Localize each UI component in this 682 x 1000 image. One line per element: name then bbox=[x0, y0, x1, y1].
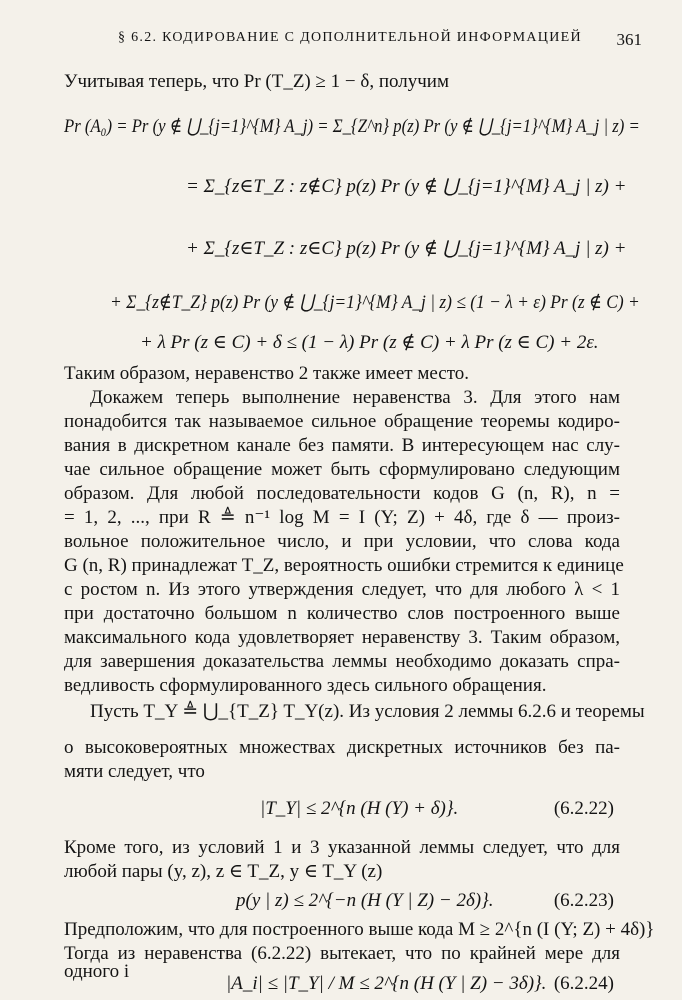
intro-line: Учитывая теперь, что Pr (T_Z) ≥ 1 − δ, получим bbox=[64, 71, 450, 92]
paragraph-2-line: G (n, R) принадлежат T_Z, вероятность ошибки стремится к единице bbox=[64, 555, 624, 576]
paragraph-2-line: ведливость сформулированного здесь сильного обращения. bbox=[64, 675, 547, 696]
equation-6-2-23: p(y | z) ≤ 2^{−n (H (Y | Z) − 2δ)}. bbox=[236, 890, 494, 911]
formula-line-4: + Σ_{z∉T_Z} p(z) Pr (y ∉ ⋃_{j=1}^{M} A_j | z) ≤ (1 − λ + ε) Pr (z ∉ C) + bbox=[110, 292, 640, 313]
paragraph-4-line: Кроме того, из условий 1 и 3 указанной леммы следует, что для bbox=[64, 837, 620, 858]
header-title: § 6.2. КОДИРОВАНИЕ С ДОПОЛНИТЕЛЬНОЙ ИНФОРМАЦИЕЙ bbox=[118, 30, 582, 45]
paragraph-3-line: мяти следует, что bbox=[64, 761, 205, 782]
equation-number-24: (6.2.24) bbox=[553, 973, 614, 994]
formula-line-1: Pr (A₀) = Pr (y ∉ ⋃_{j=1}^{M} A_j) = Σ_{Z^n} p(z) Pr (y ∉ ⋃_{j=1}^{M} A_j | z) = bbox=[64, 116, 640, 137]
equation-number-22: (6.2.22) bbox=[553, 798, 614, 819]
page-number: 361 bbox=[616, 30, 642, 49]
paragraph-1: Таким образом, неравенство 2 также имеет место. bbox=[64, 363, 470, 384]
equation-number-23: (6.2.23) bbox=[553, 890, 614, 911]
paragraph-2-line: при достаточно большом n количество слов построенного выше bbox=[64, 603, 620, 624]
paragraph-2-line: Докажем теперь выполнение неравенства 3. Для этого нам bbox=[90, 387, 620, 408]
paragraph-5-line: Предположим, что для построенного выше кода M ≥ 2^{n (I (Y; Z) + 4δ)} bbox=[64, 919, 655, 940]
paragraph-3-line: о высоковероятных множествах дискретных источников без па- bbox=[64, 737, 620, 758]
paragraph-2-line: = 1, 2, ..., при R ≜ n⁻¹ log M = I (Y; Z) + 4δ, где δ — произ- bbox=[64, 507, 620, 528]
paragraph-3-line: Пусть T_Y ≜ ⋃_{T_Z} T_Y(z). Из условия 2 леммы 6.2.6 и теоремы bbox=[90, 701, 645, 722]
paragraph-2-line: с ростом n. Из этого утверждения следует, что для любого λ < 1 bbox=[64, 579, 620, 600]
formula-line-5: + λ Pr (z ∈ C) + δ ≤ (1 − λ) Pr (z ∉ C) + λ Pr (z ∈ C) + 2ε. bbox=[140, 332, 599, 353]
equation-6-2-24: |A_i| ≤ |T_Y| / M ≤ 2^{n (H (Y | Z) − 3δ)}. bbox=[226, 973, 547, 994]
paragraph-2-line: понадобится так называемое сильное обращение теоремы кодиро- bbox=[64, 411, 620, 432]
paragraph-4-line: любой пары (y, z), z ∈ T_Z, y ∈ T_Y (z) bbox=[64, 861, 383, 882]
paragraph-2-line: для завершения доказательства леммы необходимо доказать спра- bbox=[64, 651, 620, 672]
formula-line-2: = Σ_{z∈T_Z : z∉C} p(z) Pr (y ∉ ⋃_{j=1}^{M} A_j | z) + bbox=[186, 176, 627, 197]
formula-line-3: + Σ_{z∈T_Z : z∈C} p(z) Pr (y ∉ ⋃_{j=1}^{M} A_j | z) + bbox=[186, 238, 627, 259]
paragraph-2-line: вания в дискретном канале без памяти. В интересующем нас слу- bbox=[64, 435, 620, 456]
paragraph-2-line: чае сильное обращение может быть сформулировано следующим bbox=[64, 459, 620, 480]
running-header bbox=[118, 30, 642, 54]
paragraph-2-line: максимального кода удовлетворяет неравенству 3. Таким образом, bbox=[64, 627, 620, 648]
paragraph-5-line: Тогда из неравенства (6.2.22) вытекает, что по крайней мере для bbox=[64, 943, 620, 964]
equation-6-2-22: |T_Y| ≤ 2^{n (H (Y) + δ)}. bbox=[260, 798, 459, 819]
paragraph-2-line: образом. Для любой последовательности кодов G (n, R), n = bbox=[64, 483, 620, 504]
paragraph-5-line: одного i bbox=[64, 961, 130, 982]
paragraph-2-line: вольное положительное число, и при условии, что слова кода bbox=[64, 531, 620, 552]
